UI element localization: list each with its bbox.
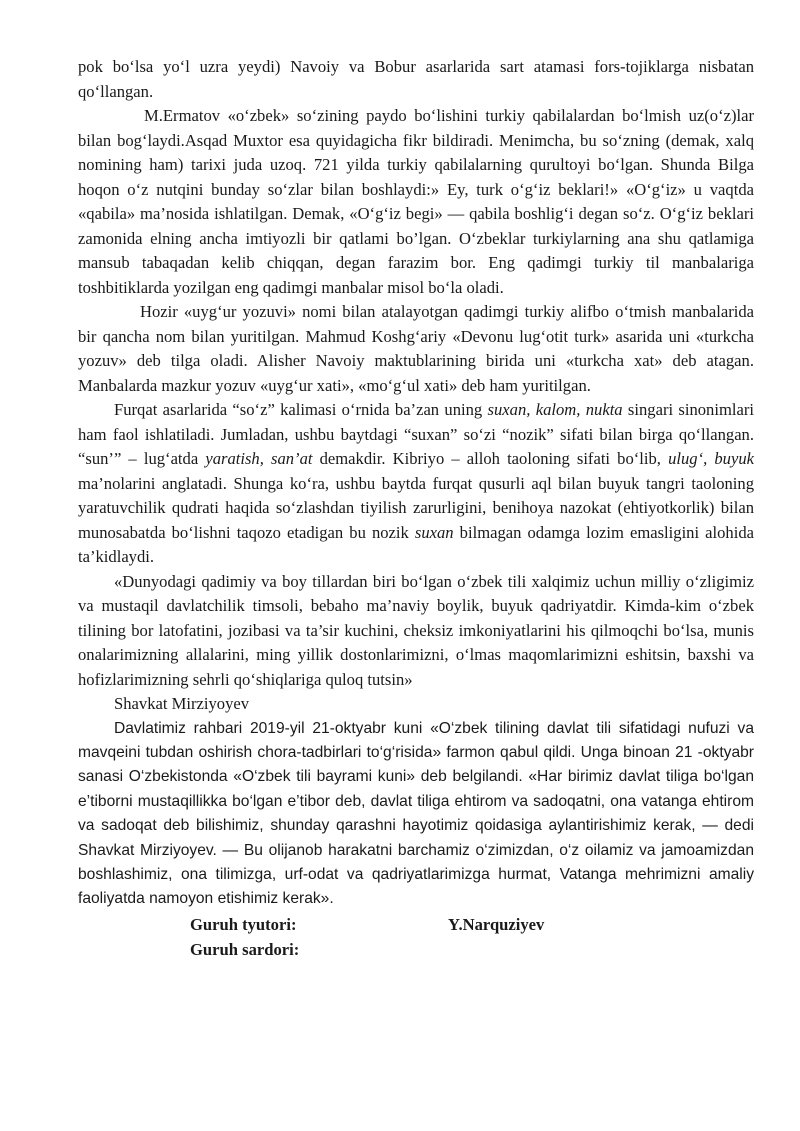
signature-label-leader: Guruh sardori: <box>190 939 300 959</box>
paragraph-4-italic: yaratish, san’at <box>205 449 313 468</box>
paragraph-4-italic: ulug‘, buyuk <box>668 449 754 468</box>
paragraph-4-text: ma’nolarini anglatadi. Shunga ko‘ra, ushbu baytda furqat qusurli aql bilan buyuk tangri taoloning yaratuvchilik qudrati haqida so‘zlashdan tiyilish zarurligini, benihoya nazokat (ehtiyotkorlik) bilan munosabatda bo‘lishni taqozo etadigan bu nozik <box>78 473 754 542</box>
quote-author: Shavkat Mirziyoyev <box>114 694 250 713</box>
paragraph-4-text: bilmagan odamga lozim emasligini alohida ta’kidlaydi. <box>78 522 754 566</box>
paragraph-1: pok bo‘lsa yo‘l uzra yeydi) Navoiy va Bobur asarlarida sart atamasi fors-tojiklarga nisbatan qo‘llangan. <box>78 57 754 101</box>
document-page <box>78 55 754 962</box>
paragraph-4-text: demakdir. Kibriyo – alloh taoloning sifati bo‘lib, <box>312 449 669 468</box>
quote-paragraph: «Dunyodagi qadimiy va boy tillardan biri bo‘lgan o‘zbek tili xalqimiz uchun milliy o‘zligimiz va mustaqil davlatchilik timsoli, bebaho ma’naviy boylik, buyuk qadriyatdir. Kimda-kim o‘zbek tilining bor latofatini, jozibasi va ta’sir kuchini, cheksiz imkoniyatlarini his qilmoqchi bo‘lsa, munis onalarimizning allalarini, ming yillik dostonlarimizni, o‘lmas maqomlarimizni eshitsin, baxshi va hofizlarimizning sehrli qo‘shiqlariga quloq tutsin» <box>78 571 754 689</box>
signature-label-tutor: Guruh tyutori: <box>190 914 297 934</box>
signature-name-tutor: Y.Narquziyev <box>448 914 545 934</box>
signature-row-leader <box>78 937 754 962</box>
paragraph-4-italic: suxan, kalom, nukta <box>487 400 623 419</box>
paragraph-4-italic: suxan <box>414 522 454 542</box>
signature-row-tutor <box>78 912 754 937</box>
paragraph-2: M.Ermatov «o‘zbek» so‘zining paydo bo‘lishini turkiy qabilalardan bo‘lmish uz(o‘z)lar bilan bog‘laydi.Asqad Muxtor esa quyidagicha fikr bildiradi. Menimcha, bu so‘zning (demak, xalq nomining ham) tarixi juda uzoq. 721 yilda turkiy qabilalarning qurultoyi bo‘lgan. Shunda Bilga hoqon o‘z nutqini bunday so‘zlar bilan boshlaydi:» Ey, turk o‘g‘iz beklari!» «O‘g‘iz» u vaqtda «qabila» ma’nosida ishlatilgan. Demak, «O‘g‘iz begi» — qabila boshlig‘i degan so‘z. O‘g‘iz beklari zamonida elning ancha imtiyozli bir qatlami bo’lgan. O‘zbeklar turkiylarning ana shu qatlamiga mansub tabaqadan kelib chiqqan, degan farazim bor. Eng qadimgi turkiy til manbalariga toshbitiklarda yozilgan eng qadimgi manbalar misol bo‘la oladi. <box>78 106 754 297</box>
paragraph-3: Hozir «uyg‘ur yozuvi» nomi bilan atalayotgan qadimgi turkiy alifbo o‘tmish manbalarida bir qancha nom bilan yuritilgan. Mahmud Koshg‘ariy «Devonu lug‘otit turk» asarida uni «turkcha yozuv» deb tilga oladi. Alisher Navoiy maktublarining birida uni «turkcha xat» deb atagan. Manbalarda mazkur yozuv «uyg‘ur xati», «mo‘g‘ul xati» deb ham yuritilgan. <box>78 302 754 395</box>
paragraph-4-text: Furqat asarlarida “so‘z” kalimasi o‘rnida ba’zan uning <box>114 400 488 419</box>
paragraph-4-text: singari sinonimlari ham faol ishlatiladi. Jumladan, ushbu baytdagi “suxan” so‘zi “nozik” sifati bilan birga qo‘llangan. “sun’” – lug‘atda <box>78 400 754 468</box>
paragraph-7: Davlatimiz rahbari 2019-yil 21-oktyabr kuni «O‘zbek tilining davlat tili sifatidagi nufuzi va mavqeini tubdan oshirish chora-tadbirlari to‘g‘risida» farmon qabul qildi. Unga binoan 21 -oktyabr sanasi O‘zbekistonda «O‘zbek tili bayrami kuni» deb belgilandi. «Har birimiz davlat tiliga bo‘lgan e’tiborni mustaqillikka bo‘lgan e’tibor deb, davlat tiliga ehtirom va sadoqatni, ona vatanga ehtirom va sadoqat deb bilishimiz, shunday qarashni hayotimiz qoidasiga aylantirishimiz kerak, — dedi Shavkat Mirziyoyev. — Bu olijanob harakatni barchamiz o‘zimizdan, o‘z oilamiz va jamoamizdan boshlashimiz, ona tilimizga, urf-odat va qadriyatlarimizga hurmat, Vatanga mehrimizni amaliy faoliyatda namoyon etishimiz kerak». <box>78 719 754 908</box>
paragraph-4 <box>78 398 754 570</box>
